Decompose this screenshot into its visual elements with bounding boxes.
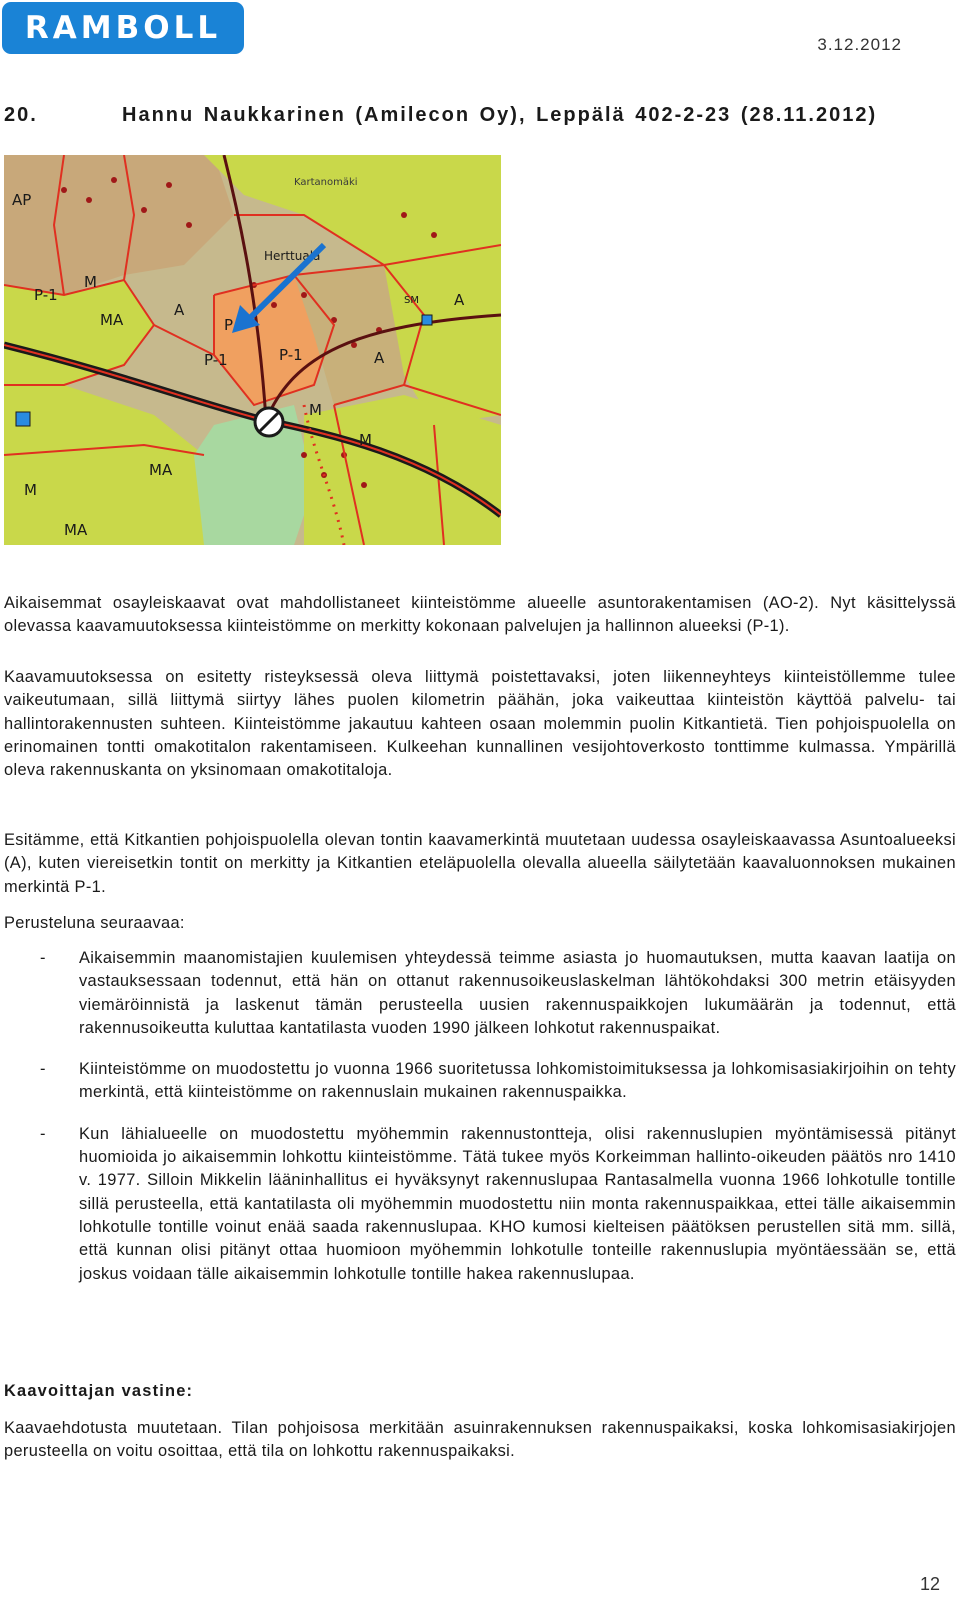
paragraph-junction: Kaavamuutoksessa on esitetty risteyksessä oleva liittymä poistettavaksi, joten liikenneyhteys kiinteistöllemme tulee vaikeutumaan, sillä liittymä siirtyy lähes puolen kilometrin päähän, joka vaikeuttaa kiinteistön käyttöä palvelu- tai hallintorakennusten suhteen. Kiinteistömme jakautuu kahteen osaan molemmin puolin Kitkantietä. Tien pohjoispuolella on erinomainen tontti omakotitalon rakentamiseen. Kulkeehan kunnallinen vesijohtoverkosto tonttimme kulmassa. Ympärillä oleva rakennuskanta on yksinomaan omakotitaloja. xyxy=(4,668,956,780)
logo-text: RAMBOLL xyxy=(24,10,222,46)
section-title xyxy=(4,104,877,127)
list-item xyxy=(4,947,956,1040)
svg-text:A: A xyxy=(454,291,465,309)
paragraph-justification-heading: Perusteluna seuraavaa: xyxy=(4,914,185,932)
section-number: 20. xyxy=(4,104,38,126)
paragraph-proposal: Esitämme, että Kitkantien pohjoispuolella olevan tontin kaavamerkintä muutetaan uudessa osayleiskaavassa Asuntoalueeksi (A), kuten viereisetkin tontit on merkitty ja Kitkantien eteläpuolella olevalla alueella säilytetään kaavaluonnoksen mukainen merkintä P-1. xyxy=(4,831,956,896)
paragraph-previous-plans: Aikaisemmat osayleiskaavat ovat mahdollistaneet kiinteistömme alueelle asuntorakentamisen (AO-2). Nyt käsittelyssä olevassa kaavamuutoksessa kiinteistömme on merkitty kokonaan palvelujen ja hallinnon alueeksi (P-1). xyxy=(4,594,956,636)
svg-text:A: A xyxy=(374,349,385,367)
svg-text:P-1: P-1 xyxy=(279,346,303,364)
svg-text:P-1: P-1 xyxy=(204,351,228,369)
svg-text:P-1: P-1 xyxy=(34,286,58,304)
ramboll-logo xyxy=(2,2,244,54)
svg-text:MA: MA xyxy=(64,521,88,539)
list-item xyxy=(4,1123,956,1286)
svg-text:MA: MA xyxy=(100,311,124,329)
bullet-dash: - xyxy=(40,949,46,967)
svg-text:Herttuala: Herttuala xyxy=(264,249,321,263)
svg-text:A: A xyxy=(174,301,185,319)
justification-list xyxy=(4,947,956,1304)
svg-text:M: M xyxy=(359,431,372,449)
svg-text:M: M xyxy=(24,481,37,499)
response-heading: Kaavoittajan vastine: xyxy=(4,1382,194,1400)
page-number: 12 xyxy=(919,1574,940,1594)
paragraph-response: Kaavaehdotusta muutetaan. Tilan pohjoisosa merkitään asuinrakennuksen rakennuspaikaksi, koska lohkomisasiakirjojen perusteella on voitu osoittaa, että tila on lohkottu rakennuspaikaksi. xyxy=(4,1419,956,1461)
bullet-dash: - xyxy=(40,1060,46,1079)
svg-text:P: P xyxy=(224,316,234,334)
svg-text:MA: MA xyxy=(149,461,173,479)
list-item xyxy=(4,1058,956,1105)
svg-text:Kartanomäki: Kartanomäki xyxy=(294,177,358,188)
bullet-dash: - xyxy=(40,1124,46,1143)
list-item-text: Aikaisemmin maanomistajien kuulemisen yhteydessä teimme asiasta jo huomautuksen, mutta kaavan laatija on vastauksessaan todennut, että hän on ottanut rakennusoikeuslaskelman lähtökohdaksi 300 metrin etäisyyden viemäröinnistä ja laskenut tämän perusteella uusien rakennuspaikkojen lukumäärän ja todennut, että rakennusoikeutta kuluttaa kantatilasta vuoden 1990 jälkeen lohkotut rakennuspaikat. xyxy=(79,949,956,1037)
document-date: 3.12.2012 xyxy=(817,35,902,54)
svg-text:M: M xyxy=(84,273,97,291)
zoning-map-image xyxy=(4,155,501,545)
svg-text:M: M xyxy=(309,401,322,419)
svg-text:AP: AP xyxy=(12,191,32,209)
list-item-text: Kun lähialueelle on muodostettu myöhemmin rakennustontteja, olisi rakennuslupien myöntämisessä pitänyt huomioida jo aikaisemmin lohkottu kiinteistömme. Tätä tukee myös Korkeimman hallinto-oikeuden päätös nro 1410 v. 1977. Silloin Mikkelin lääninhallitus ei hyväksynyt rakennuslupaa Rantasalmella vuonna 1966 lohkotulle tontille sillä perusteella, että kantatilasta oli myöhemmin muodostettu niin monta rakennuspaikkaa, ettei tälle aikaisemmin lohkotulle tontille voinut enää saada rakennuslupaa. KHO kumosi kielteisen päätöksen perustellen sitä mm. sillä, että kunnan olisi pitänyt ottaa huomioon myöhemmin lohkotulle tonteille rakennuslupia myöntäessään se, että joskus voidaan tälle aikaisemmin lohkotulle tontille hakea rakennuslupaa. xyxy=(79,1124,956,1283)
list-item-text: Kiinteistömme on muodostettu jo vuonna 1966 suoritetussa lohkomistoimituksessa ja lohkomisasiakirjoihin on tehty merkintä, että kiinteistömme on rakennuslain mukainen rakennuspaikka. xyxy=(79,1060,956,1102)
section-title-text: Hannu Naukkarinen (Amilecon Oy), Leppälä 402-2-23 (28.11.2012) xyxy=(122,104,878,126)
svg-text:SM: SM xyxy=(404,295,419,306)
